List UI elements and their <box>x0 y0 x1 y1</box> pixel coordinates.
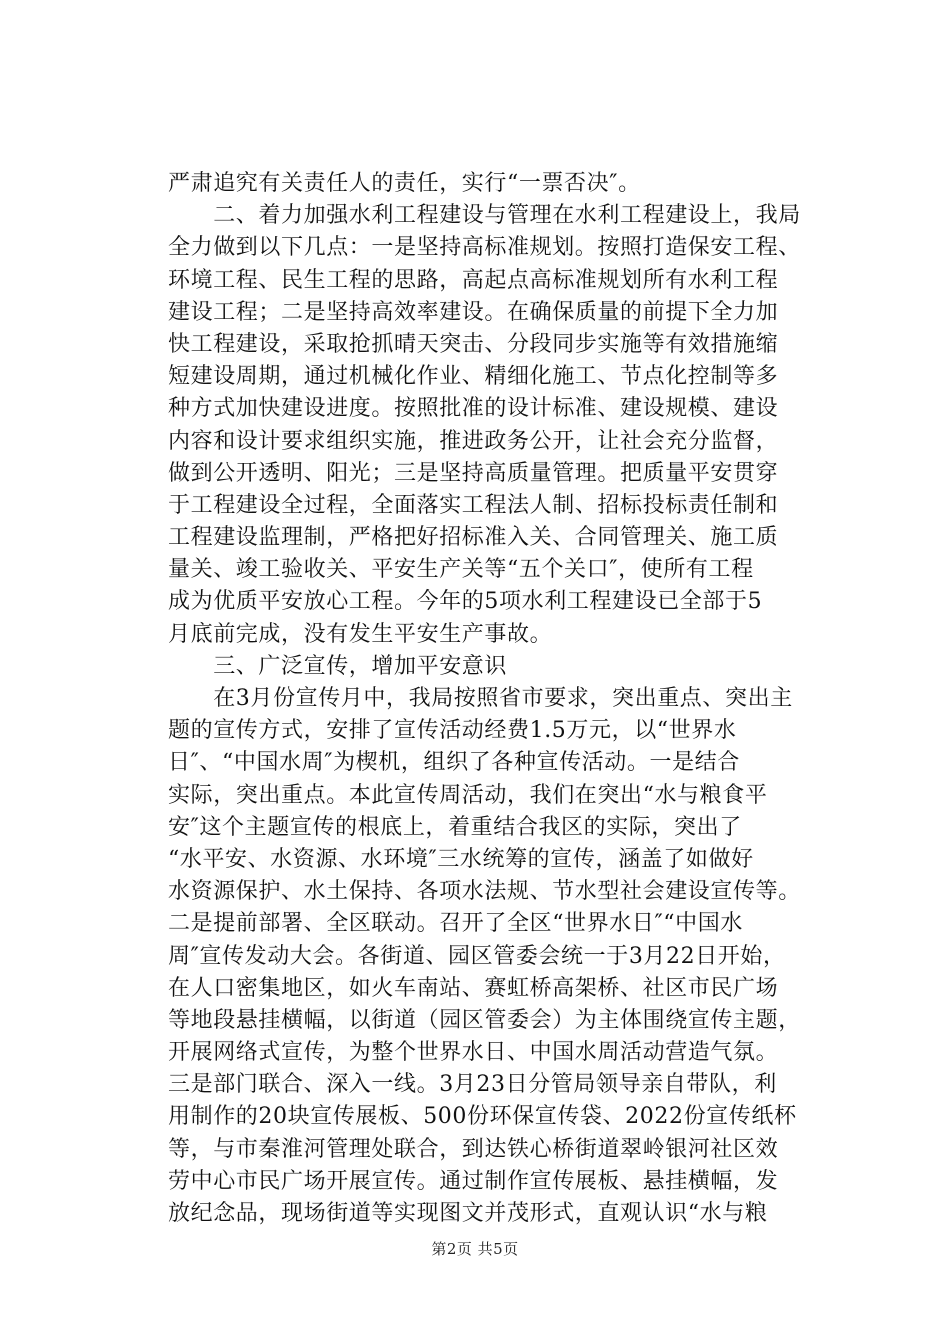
text-line: 月底前完成，没有发生平安生产事故。 <box>168 621 553 647</box>
text-line: 三、广泛宣传，增加平安意识 <box>168 653 508 679</box>
text-line: 种方式加快建设进度。按照批准的设计标准、建设规模、建设 <box>168 396 779 422</box>
text-line: 等，与市秦淮河管理处联合，到达铁心桥街道翠岭银河社区效 <box>168 1136 779 1162</box>
text-line: 实际，突出重点。本此宣传周活动，我们在突出“水与粮食平 <box>168 782 768 808</box>
text-line: 快工程建设，采取抢抓晴天突击、分段同步实施等有效措施缩 <box>168 331 779 357</box>
text-line: 二是提前部署、全区联动。召开了全区“世界水日″“中国水 <box>168 911 743 937</box>
text-line: 内容和设计要求组织实施，推进政务公开，让社会充分监督， <box>168 428 779 454</box>
text-line: 做到公开透明、阳光；三是坚持高质量管理。把质量平安贯穿 <box>168 460 779 486</box>
text-line: 安″这个主题宣传的根底上，着重结合我区的实际，突出了 <box>168 814 742 840</box>
text-line: 开展网络式宣传，为整个世界水日、中国水周活动营造气氛。 <box>168 1040 779 1066</box>
text-line: 建设工程；二是坚持高效率建设。在确保质量的前提下全力加 <box>168 299 779 325</box>
text-line: 在3月份宣传月中，我局按照省市要求，突出重点、突出主 <box>168 686 793 711</box>
text-line: 三是部门联合、深入一线。3月23日分管局领导亲自带队，利 <box>168 1072 777 1098</box>
text-line: 水资源保护、水土保持、各项水法规、节水型社会建设宣传等。 <box>168 879 801 905</box>
text-line: 等地段悬挂横幅，以街道（园区管委会）为主体围绕宣传主题， <box>168 1007 801 1033</box>
text-line: 题的宣传方式，安排了宣传活动经费1.5万元，以“世界水 <box>168 718 737 744</box>
text-line: 成为优质平安放心工程。今年的5项水利工程建设已全部于5 <box>168 589 763 615</box>
text-line: 量关、竣工验收关、平安生产关等“五个关口″，使所有工程 <box>168 557 754 583</box>
text-line: 工程建设监理制，严格把好招标准入关、合同管理关、施工质 <box>168 525 779 551</box>
text-line: 环境工程、民生工程的思路，高起点高标准规划所有水利工程 <box>168 267 779 293</box>
text-line: 周″宣传发动大会。各街道、园区管委会统一于3月22日开始， <box>168 943 786 969</box>
text-line: 劳中心市民广场开展宣传。通过制作宣传展板、悬挂横幅，发 <box>168 1168 779 1194</box>
text-line: 二、着力加强水利工程建设与管理在水利工程建设上，我局 <box>168 203 801 229</box>
text-line: 在人口密集地区，如火车南站、赛虹桥高架桥、社区市民广场 <box>168 975 779 1001</box>
document-body <box>168 168 808 1230</box>
text-line: 短建设周期，通过机械化作业、精细化施工、节点化控制等多 <box>168 364 779 390</box>
text-line: 严肃追究有关责任人的责任，实行“一票否决″。 <box>168 171 641 196</box>
text-line: 于工程建设全过程，全面落实工程法人制、招标投标责任制和 <box>168 492 779 518</box>
text-line: 放纪念品，现场街道等实现图文并茂形式，直观认识“水与粮 <box>168 1201 768 1226</box>
text-line: “水平安、水资源、水环境″三水统筹的宣传，涵盖了如做好 <box>168 846 754 872</box>
text-line: 用制作的20块宣传展板、500份环保宣传袋、2022份宣传纸杯 <box>168 1104 797 1130</box>
text-line: 全力做到以下几点：一是坚持高标准规划。按照打造保安工程、 <box>168 235 801 261</box>
text-line: 日″、“中国水周″为楔机，组织了各种宣传活动。一是结合 <box>168 750 740 776</box>
page-footer: 第2页 共5页 <box>431 1240 519 1258</box>
